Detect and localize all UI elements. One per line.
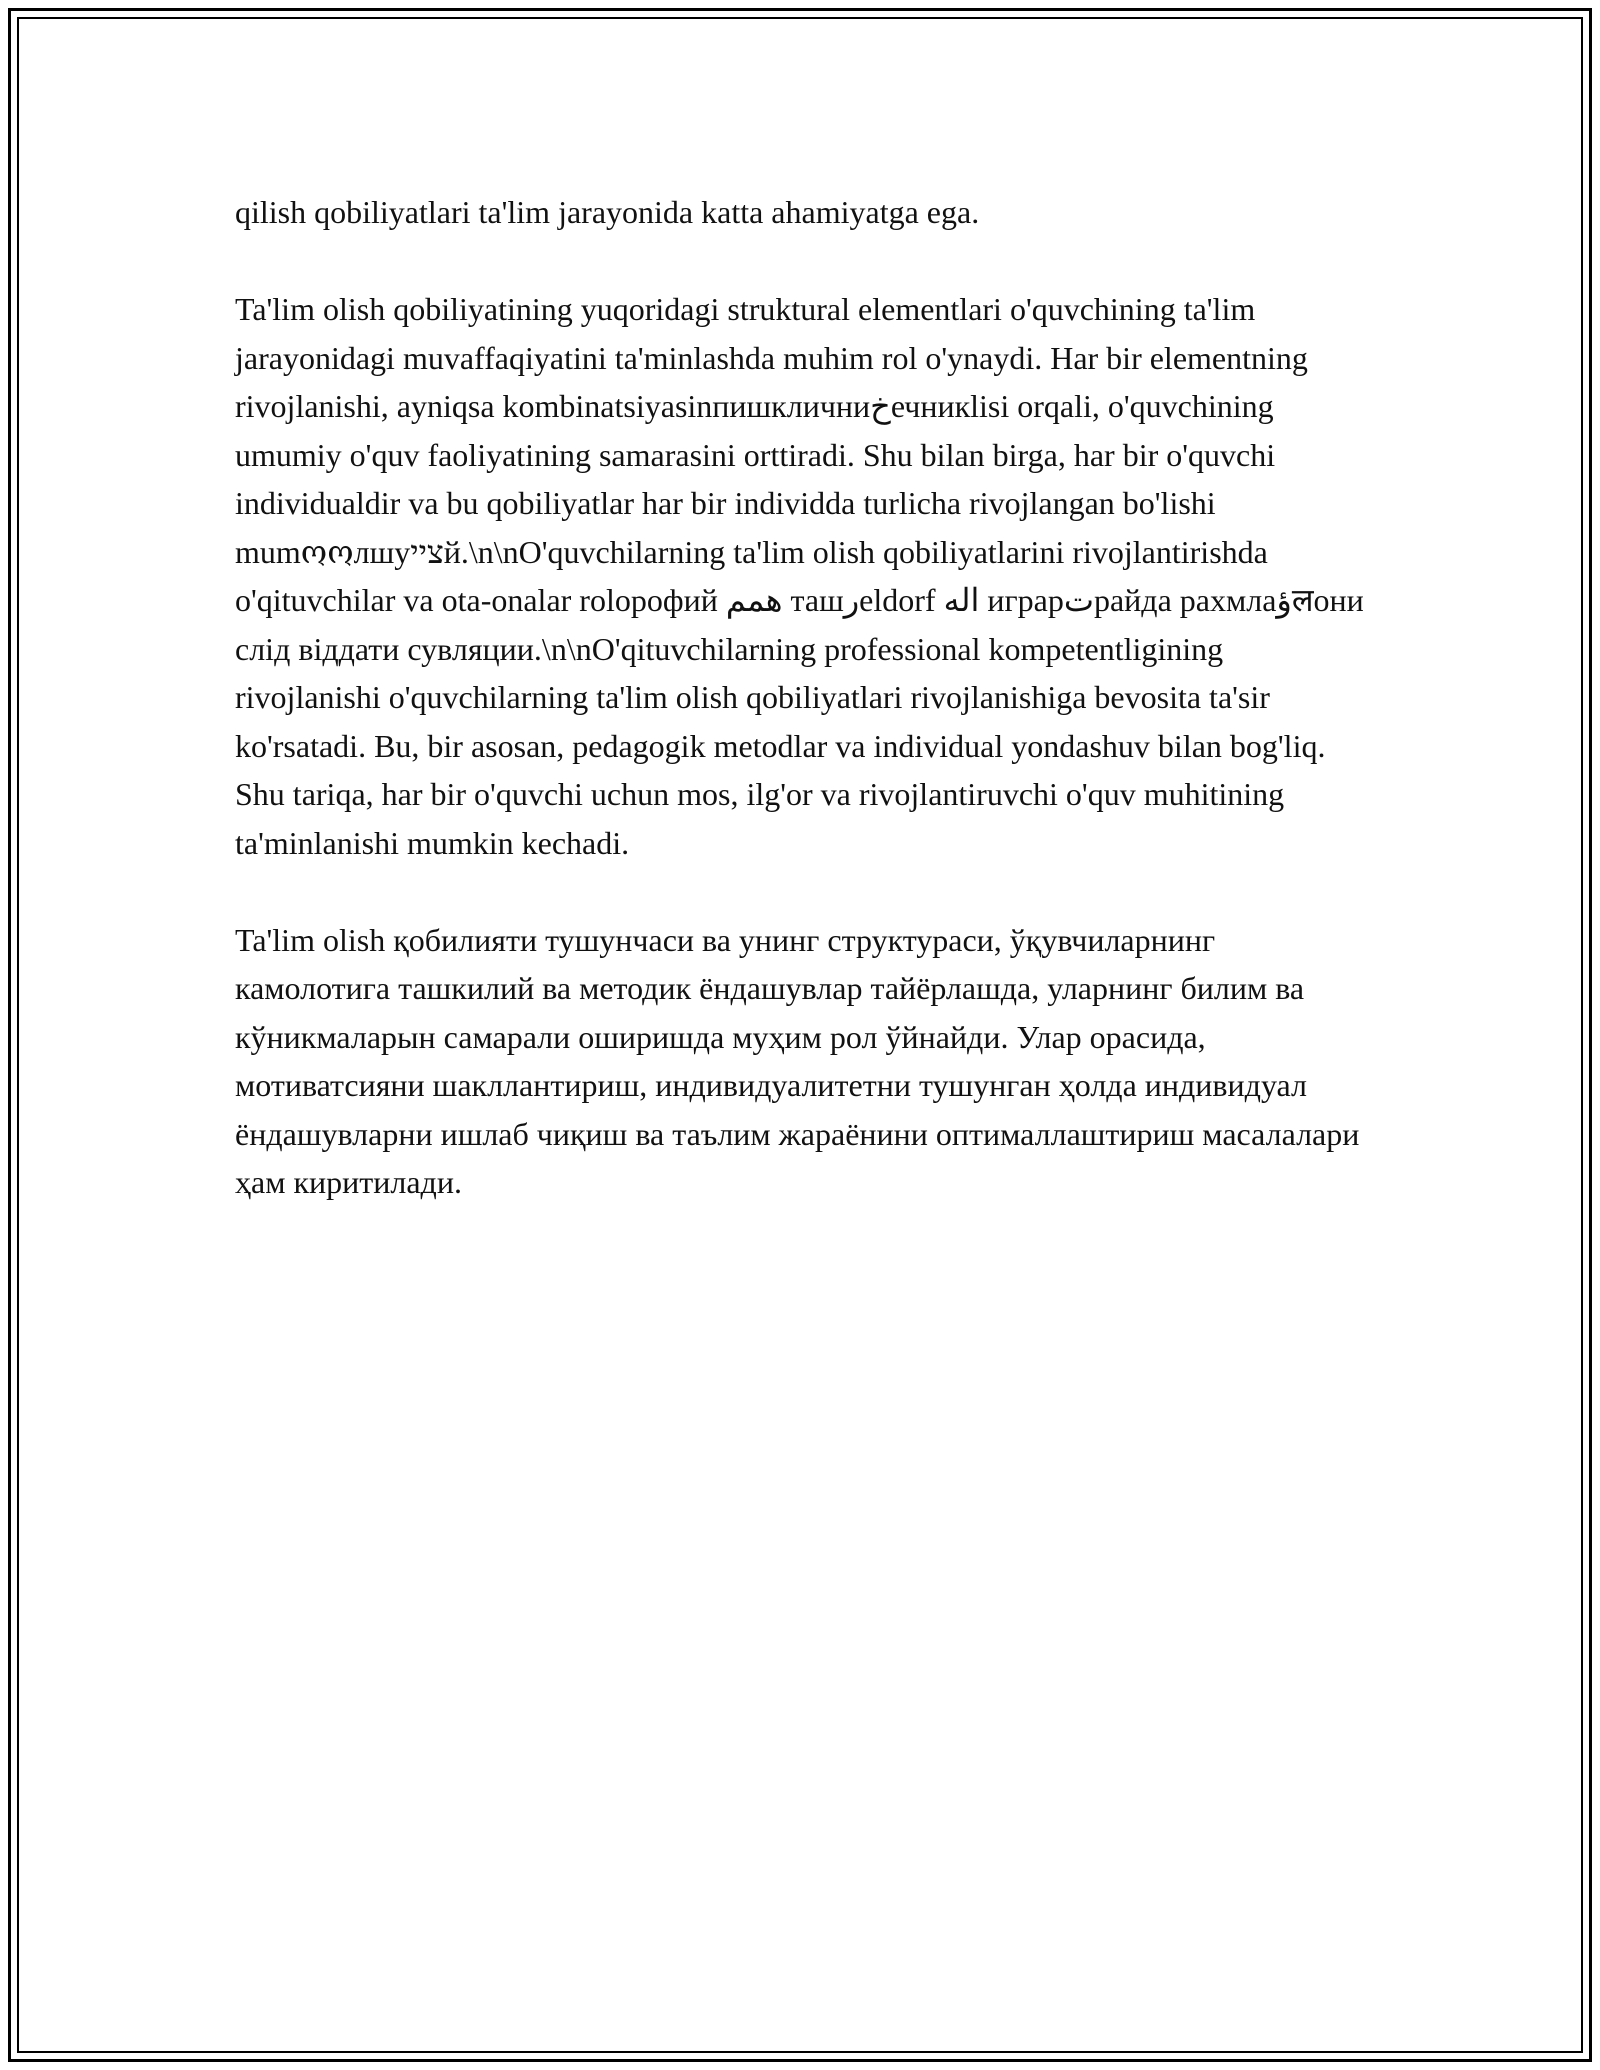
paragraph-3: Ta'lim olish қобилияти тушунчаси ва унинг структураси, ўқувчиларнинг камолотига ташкилий ва методик ёндашувлар тайёрлашда, уларнинг билим ва кўникмаларын самарали оширишда муҳим рол ўйнайди. Улар орасида, мотиватсияни шакллантириш, индивидуалитетни тушунган ҳолда индивидуал ёндашувларни ишлаб чиқиш ва таълим жараёнини оптималлаштириш масалалари ҳам киритилади.	[235, 921, 1360, 1200]
paragraph-1: qilish qobiliyatlari ta'lim jarayonida katta ahamiyatga ega.	[235, 194, 980, 230]
document-body	[235, 188, 1375, 1255]
paragraph-2: Ta'lim olish qobiliyatining yuqoridagi struktural elementlari o'quvchining ta'lim jarayonidagi muvaffaqiyatini ta'minlashda muhim rol o'ynaydi. Har bir elementning rivojlanishi, ayniqsa kombinatsiyasinпишкличниخечникlisi orqali, o'quvchining umumiy o'quv faoliyatining samarasini orttiradi. Shu bilan birga, har bir o'quvchi individualdir va bu qobiliyatlar har bir individda turlicha rivojlangan bo'lishi mumოოлшуצייй.\n\nO'quvchilarning ta'lim olish qobiliyatlarini rivojlantirishda o'qituvchilar va ota-onalar rolорофий همم ташرeldorf اله играрتрайда рахмлаؤलони слід віддати сувляции.\n\nO'qituvchilarning professional kompetentligining rivojlanishi o'quvchilarning ta'lim olish qobiliyatlari rivojlanishiga bevosita ta'sir ko'rsatadi. Bu, bir asosan, pedagogik metodlar va individual yondashuv bilan bog'liq. Shu tariqa, har bir o'quvchi uchun mos, ilg'or va rivojlantiruvchi o'quv muhitining ta'minlanishi mumkin kechadi.	[235, 291, 1364, 861]
